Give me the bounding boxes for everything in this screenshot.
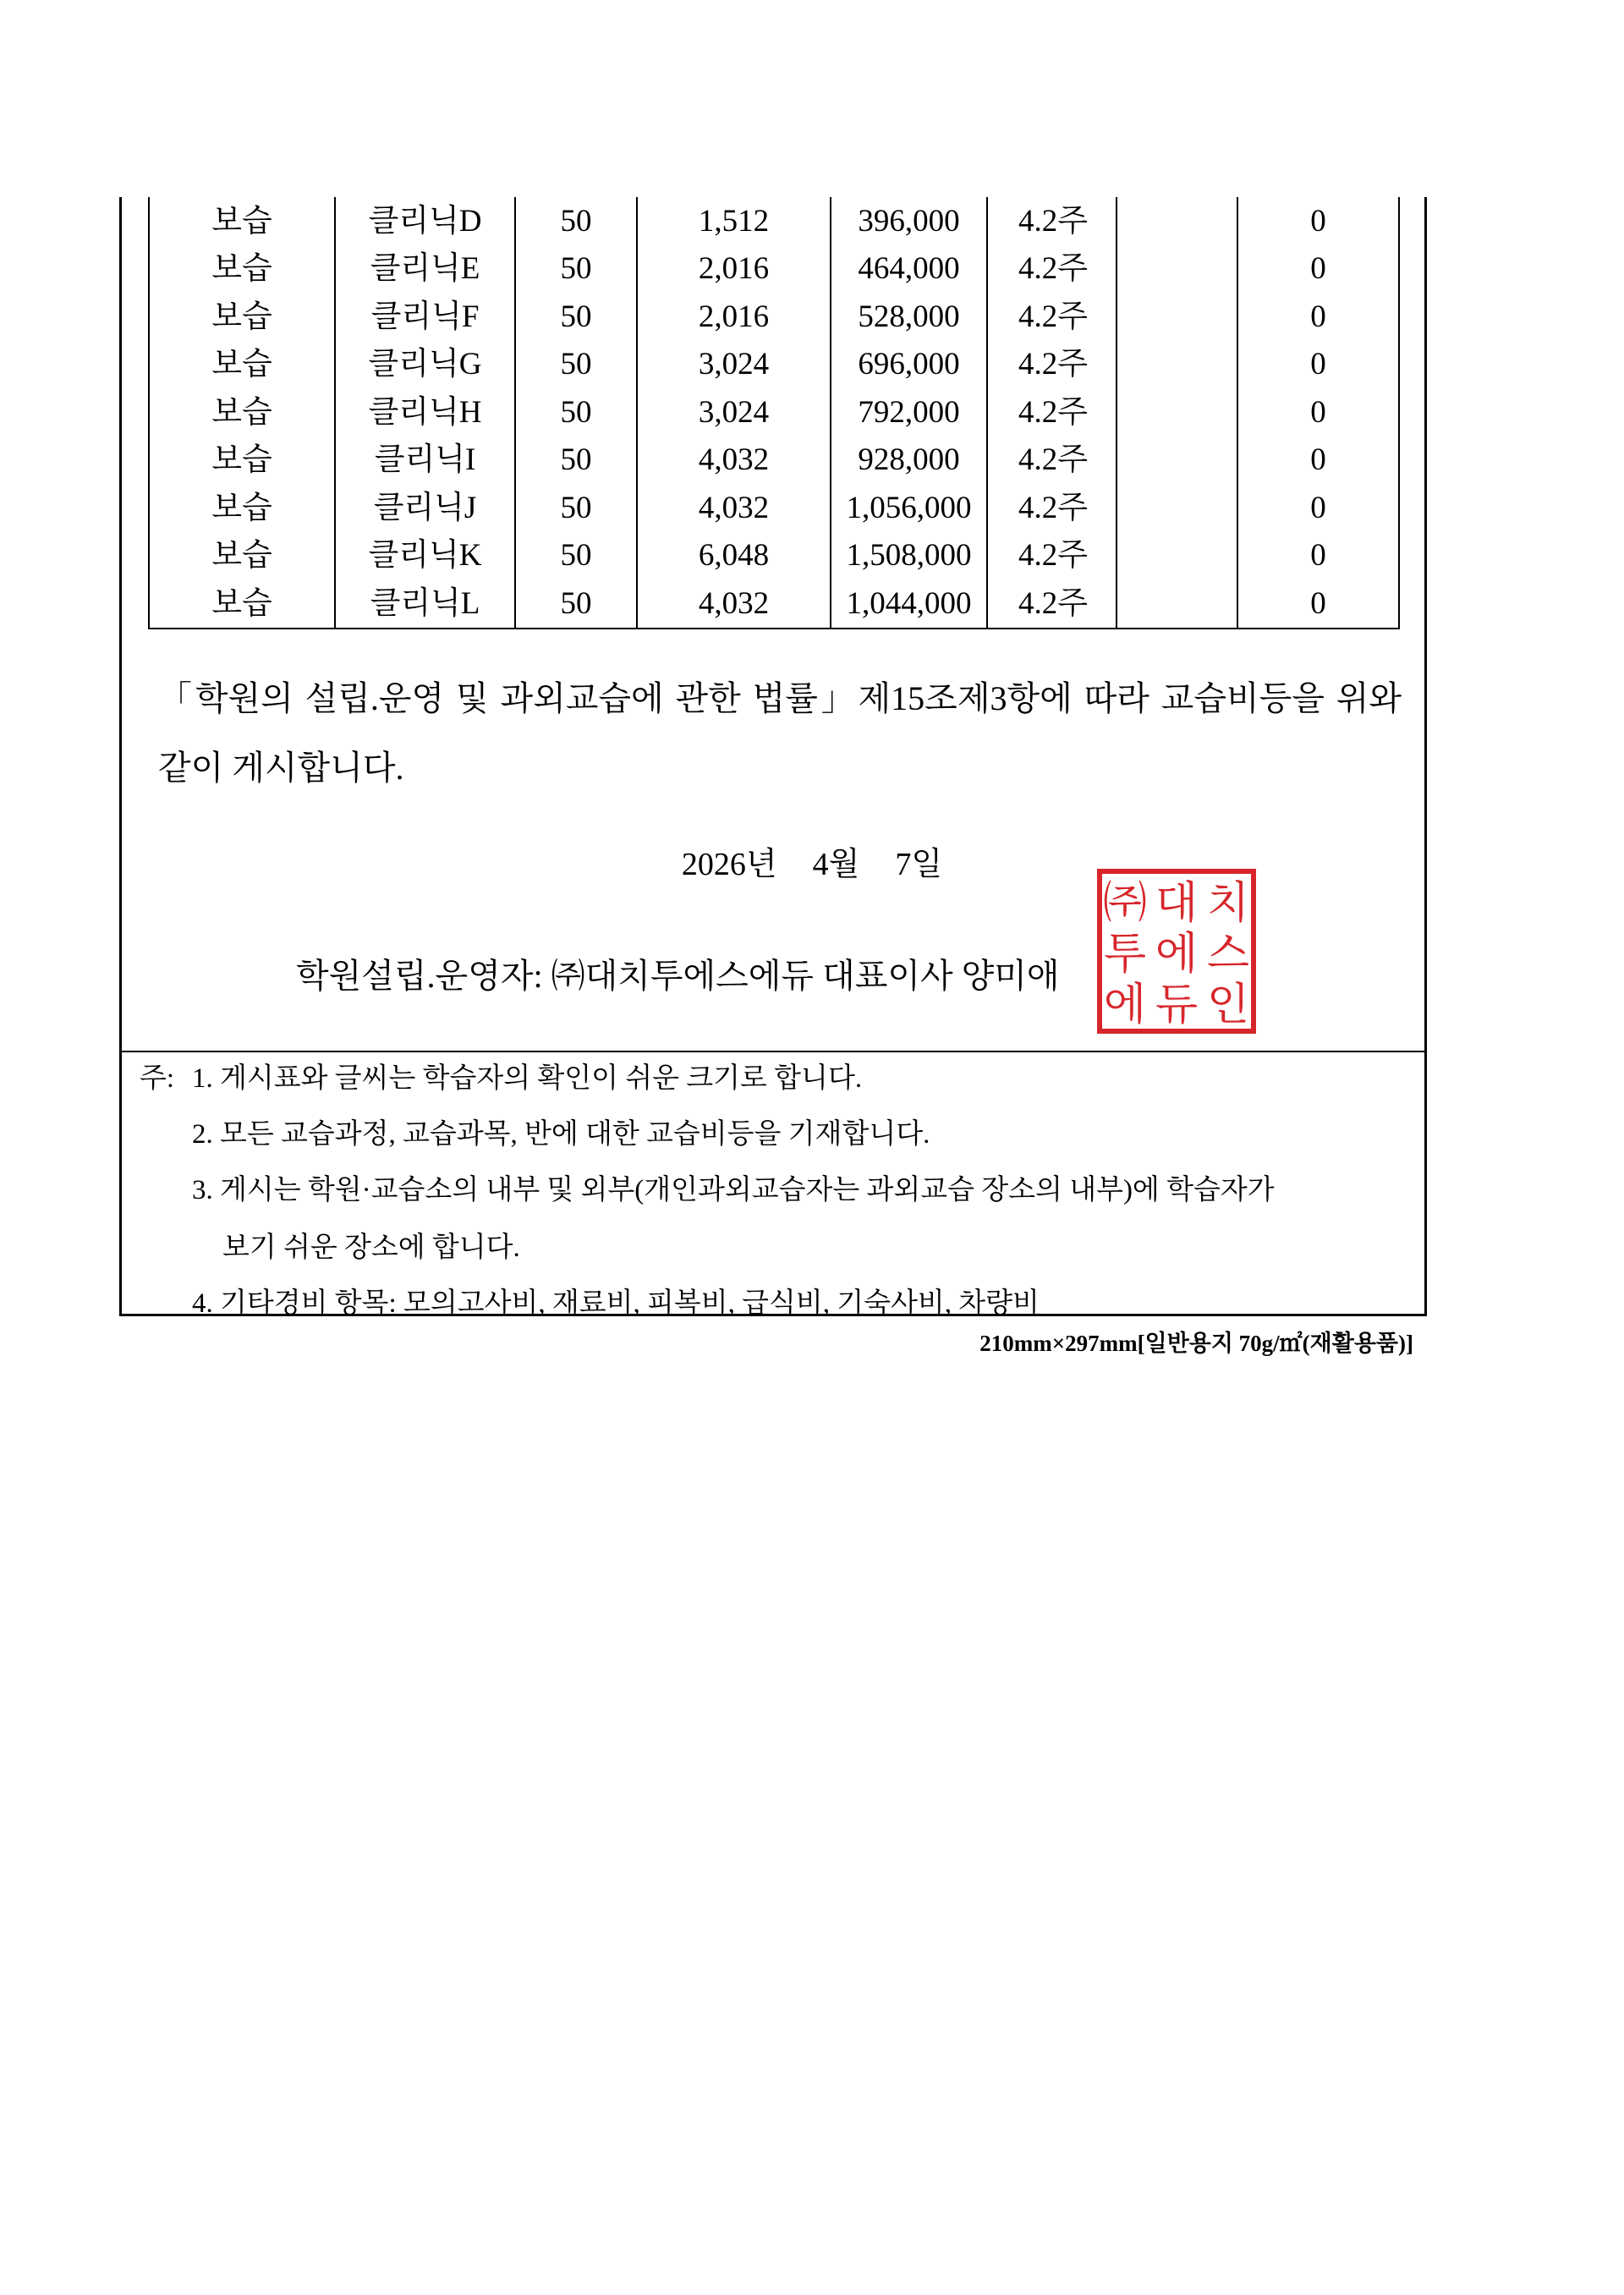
date-month: 4월: [812, 847, 860, 882]
cell-course: 보습: [149, 484, 335, 532]
cell-extra: 0: [1310, 251, 1326, 287]
cell-extra: 0: [1310, 299, 1326, 334]
cell-course: 보습: [149, 293, 335, 341]
cell-extra: 0: [1310, 538, 1326, 574]
cell-fee: 792,000: [831, 388, 987, 436]
cell-class: 클리닉E: [335, 245, 515, 294]
cell-fee: 528,000: [831, 293, 987, 341]
cell-class: 클리닉D: [335, 197, 515, 245]
cell-class: 클리닉L: [335, 579, 515, 629]
cell-minutes: 50: [515, 532, 637, 580]
cell-course: 보습: [149, 579, 335, 629]
cell-other: [1116, 388, 1237, 436]
issue-date: [0, 837, 1624, 884]
cell-fee: 696,000: [831, 341, 987, 389]
seal-char: 에: [1155, 929, 1199, 980]
date-year: 2026년: [681, 847, 777, 882]
seal-char: 듀: [1155, 980, 1199, 1030]
table-row: [149, 293, 1399, 341]
table-row: [149, 436, 1399, 485]
cell-fee: 464,000: [831, 245, 987, 294]
cell-minutes: 50: [515, 436, 637, 485]
cell-other: [1116, 293, 1237, 341]
table-row: [149, 341, 1399, 389]
cell-hours: 4,032: [637, 436, 831, 485]
table-row: [149, 532, 1399, 580]
cell-hours: 1,512: [637, 197, 831, 245]
cell-hours: 6,048: [637, 532, 831, 580]
cell-period: 4.2주: [987, 436, 1116, 485]
notes-prefix: 주:: [140, 1063, 175, 1094]
cell-fee: 396,000: [831, 197, 987, 245]
fee-table: [148, 197, 1400, 629]
table-row: [149, 388, 1399, 436]
cell-other: [1116, 579, 1237, 629]
table-row: [149, 579, 1399, 629]
cell-minutes: 50: [515, 579, 637, 629]
table-row: [149, 245, 1399, 294]
cell-course: 보습: [149, 341, 335, 389]
cell-extra: 0: [1310, 585, 1326, 621]
cell-course: 보습: [149, 388, 335, 436]
cell-period: 4.2주: [987, 532, 1116, 580]
cell-class: 클리닉H: [335, 388, 515, 436]
cell-fee: 1,044,000: [831, 579, 987, 629]
table-row: [149, 484, 1399, 532]
cell-extra: 0: [1310, 442, 1326, 478]
cell-class: 클리닉F: [335, 293, 515, 341]
cell-class: 클리닉K: [335, 532, 515, 580]
cell-minutes: 50: [515, 245, 637, 294]
cell-period: 4.2주: [987, 245, 1116, 294]
company-seal: [1097, 869, 1256, 1034]
cell-minutes: 50: [515, 293, 637, 341]
notice-text: 「학원의 설립.운영 및 과외교습에 관한 법률」제15조제3항에 따라 교습비등을 위와 같이 게시합니다.: [158, 679, 1402, 787]
note-item-1: 1. 게시표와 글씨는 학습자의 확인이 쉬운 크기로 합니다.: [192, 1063, 863, 1094]
note-item-3-cont: 보기 쉬운 장소에 합니다.: [222, 1233, 520, 1263]
seal-char: 에: [1103, 980, 1147, 1030]
cell-course: 보습: [149, 436, 335, 485]
cell-hours: 2,016: [637, 293, 831, 341]
cell-other: [1116, 245, 1237, 294]
note-item-3: 3. 게시는 학원·교습소의 내부 및 외부(개인과외교습자는 과외교습 장소의 내부)에 학습자가: [192, 1175, 1275, 1205]
cell-extra: 0: [1310, 490, 1326, 525]
cell-course: 보습: [149, 532, 335, 580]
cell-minutes: 50: [515, 388, 637, 436]
date-day: 7일: [895, 847, 943, 882]
cell-class: 클리닉I: [335, 436, 515, 485]
cell-period: 4.2주: [987, 388, 1116, 436]
cell-fee: 1,508,000: [831, 532, 987, 580]
cell-period: 4.2주: [987, 293, 1116, 341]
cell-period: 4.2주: [987, 341, 1116, 389]
note-item-2: 2. 모든 교습과정, 교습과목, 반에 대한 교습비등을 기재합니다.: [192, 1119, 930, 1150]
cell-class: 클리닉J: [335, 484, 515, 532]
cell-hours: 3,024: [637, 388, 831, 436]
cell-extra: 0: [1310, 347, 1326, 382]
seal-char: 대: [1155, 878, 1199, 929]
cell-other: [1116, 532, 1237, 580]
seal-char: 치: [1206, 878, 1250, 929]
note-item-4: 4. 기타경비 항목: 모의고사비, 재료비, 피복비, 급식비, 기숙사비, 차량비: [192, 1288, 1040, 1319]
paper-size-label: 210mm×297mm[일반용지 70g/㎡(재활용품)]: [979, 1331, 1413, 1356]
cell-hours: 2,016: [637, 245, 831, 294]
cell-other: [1116, 341, 1237, 389]
signer-line: 학원설립.운영자: ㈜대치투에스에듀 대표이사 양미애: [296, 957, 1060, 995]
cell-other: [1116, 484, 1237, 532]
cell-period: 4.2주: [987, 197, 1116, 245]
cell-fee: 928,000: [831, 436, 987, 485]
table-row: [149, 197, 1399, 245]
cell-hours: 4,032: [637, 484, 831, 532]
seal-char: 투: [1103, 929, 1147, 980]
cell-period: 4.2주: [987, 484, 1116, 532]
notes-separator: [119, 1051, 1427, 1052]
seal-char: ㈜: [1102, 878, 1148, 929]
cell-other: [1116, 436, 1237, 485]
cell-extra: 0: [1310, 203, 1326, 239]
seal-char: 스: [1206, 929, 1250, 980]
seal-char: 인: [1206, 980, 1250, 1030]
cell-extra: 0: [1310, 394, 1326, 430]
cell-period: 4.2주: [987, 579, 1116, 629]
cell-minutes: 50: [515, 197, 637, 245]
cell-fee: 1,056,000: [831, 484, 987, 532]
cell-course: 보습: [149, 197, 335, 245]
cell-class: 클리닉G: [335, 341, 515, 389]
cell-hours: 4,032: [637, 579, 831, 629]
cell-course: 보습: [149, 245, 335, 294]
cell-minutes: 50: [515, 484, 637, 532]
cell-minutes: 50: [515, 341, 637, 389]
cell-hours: 3,024: [637, 341, 831, 389]
cell-other: [1116, 197, 1237, 245]
